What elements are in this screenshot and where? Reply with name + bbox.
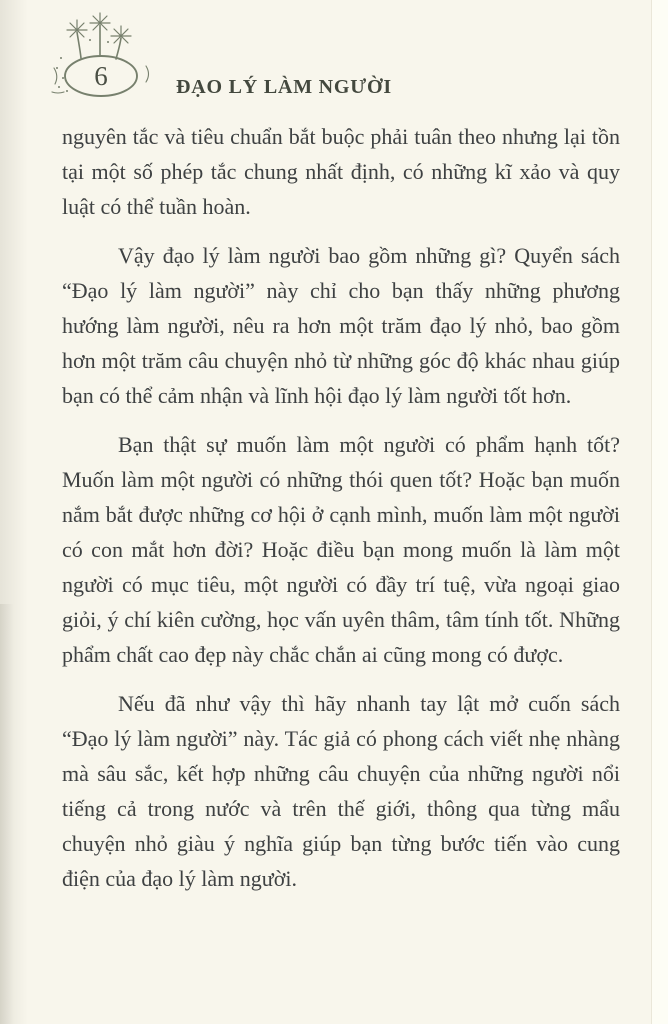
paragraph: Nếu đã như vậy thì hãy nhanh tay lật mở cuốn sách “Đạo lý làm người” này. Tác giả có phong cách viết nhẹ nhàng mà sâu sắc, kết hợp những câu chuyện của những người nổi tiếng cả trong nước và trên thế giới, thông qua từng mẩu chuyện nhỏ giàu ý nghĩa giúp bạn từng bước tiến vào cung điện của đạo lý làm người. (62, 691, 620, 891)
paragraph: Vậy đạo lý làm người bao gồm những gì? Quyển sách “Đạo lý làm người” này chỉ cho bạn thấy những phương hướng làm người, nêu ra hơn một trăm đạo lý nhỏ, bao gồm hơn một trăm câu chuyện nhỏ từ những góc độ khác nhau giúp bạn có thể cảm nhận và lĩnh hội đạo lý làm người tốt hơn. (62, 243, 620, 408)
chapter-title: ĐẠO LÝ LÀM NGƯỜI (176, 76, 392, 99)
chapter-header (50, 12, 392, 108)
page-number-badge (50, 12, 156, 102)
paragraph: Bạn thật sự muốn làm một người có phẩm hạnh tốt? Muốn làm một người có những thói quen tốt? Hoặc bạn muốn nắm bắt được những cơ hội ở cạnh mình, muốn làm một người có con mắt hơn đời? Hoặc điều bạn mong muốn là làm một người có mục tiêu, một người có đầy trí tuệ, vừa ngoại giao giỏi, ý chí kiên cường, học vấn uyên thâm, tâm tính tốt. Những phẩm chất cao đẹp này chắc chắn ai cũng mong có được. (62, 432, 620, 667)
paragraph: nguyên tắc và tiêu chuẩn bắt buộc phải tuân theo nhưng lại tồn tại một số phép tắc chung nhất định, có những kĩ xảo và quy luật có thể tuần hoàn. (62, 124, 620, 219)
page-gutter-shadow (0, 0, 28, 1024)
page-scan-edge (651, 0, 668, 1024)
page-number: 6 (94, 61, 108, 91)
page-gutter-shadow-bottom (0, 604, 14, 1024)
page-body (62, 119, 620, 910)
